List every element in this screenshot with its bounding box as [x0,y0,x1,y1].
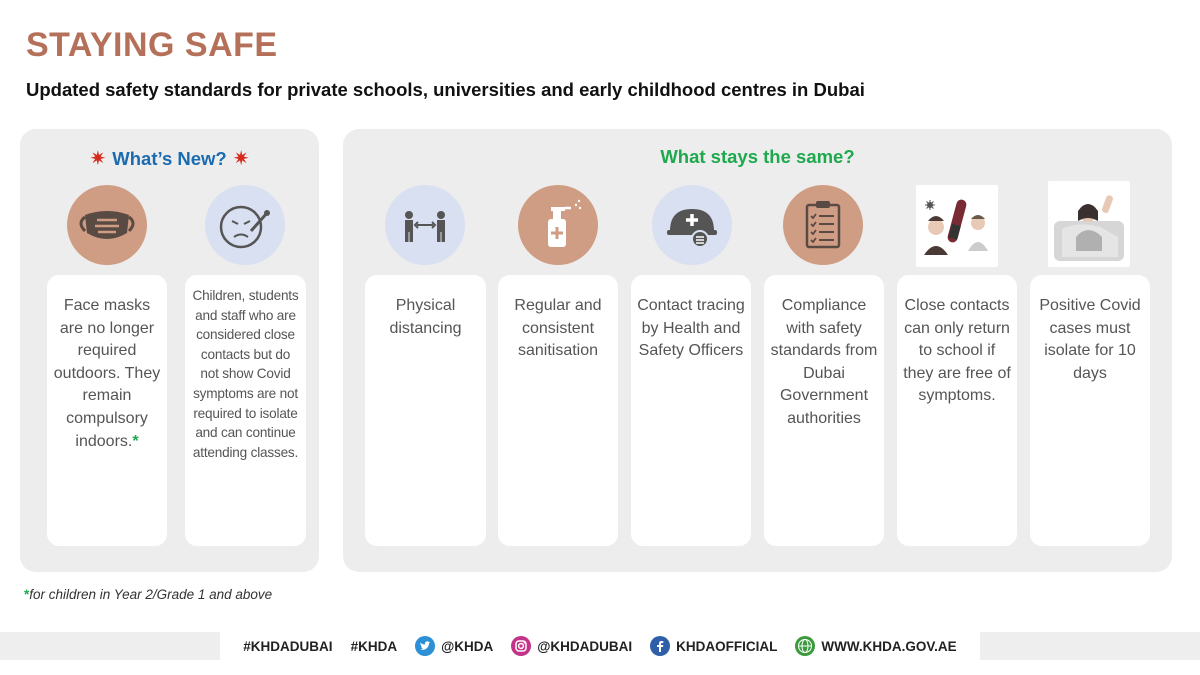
whats-new-card-text: Children, students and staff who are considered close contacts but do not show Covid symptoms are not required to isolate and can continue attending classes. [192,288,299,460]
stays-same-card-compliance [764,275,884,546]
whats-new-heading-text: What’s New? [112,148,227,169]
stays-same-card-sanitisation [498,275,618,546]
stays-same-card-text: Physical distancing [389,297,462,337]
footnote-marker: * [132,432,139,450]
stays-same-card-contact-tracing [631,275,751,546]
stays-same-card-distancing [365,275,486,546]
instagram-link[interactable] [511,636,632,656]
stays-same-card-text: Positive Covid cases must isolate for 10 days [1039,297,1141,382]
hashtag-khda[interactable]: #KHDA [350,638,398,654]
social-footer [220,632,980,660]
physical-distancing-icon [385,185,465,265]
instagram-icon [511,636,531,656]
covid-test-illustration [916,185,998,267]
whats-new-heading [20,146,319,171]
hashtag-khdadubai[interactable]: #KHDADUBAI [243,638,333,654]
footnote [24,587,272,602]
stays-same-card-text: Contact tracing by Health and Safety Officers [637,297,745,360]
footnote-marker: * [24,587,30,602]
face-mask-icon [67,185,147,265]
twitter-link[interactable] [415,636,493,656]
stays-same-heading: What stays the same? [660,146,855,167]
red-star-icon: ✷ [89,148,107,170]
stays-same-card-text: Compliance with safety standards from Dubai Government authorities [770,297,878,427]
globe-icon [795,636,815,656]
red-star-icon: ✷ [232,148,250,170]
twitter-icon [415,636,435,656]
clipboard-checklist-icon [783,185,863,265]
page-title: STAYING SAFE [26,26,278,64]
whats-new-card-text: Face masks are no longer required outdoors. They remain compulsory indoors. [53,297,161,450]
website-link[interactable] [795,636,956,656]
footnote-text: for children in Year 2/Grade 1 and above [29,587,273,602]
whats-new-card-masks [47,275,167,546]
facebook-handle: KHDAOFFICIAL [676,638,778,654]
sanitiser-bottle-icon [518,185,598,265]
stays-same-card-isolation [1030,275,1150,546]
health-officer-icon [652,185,732,265]
page-subtitle: Updated safety standards for private schools, universities and early childhood centres in Dubai [26,79,865,100]
stays-same-card-text: Regular and consistent sanitisation [514,297,602,360]
instagram-handle: @KHDADUBAI [537,638,633,654]
isolating-patient-illustration [1048,181,1130,267]
unwell-face-icon [205,185,285,265]
whats-new-card-close-contacts [185,275,306,546]
stays-same-card-close-contacts [897,275,1017,546]
facebook-icon [650,636,670,656]
twitter-handle: @KHDA [441,638,494,654]
stays-same-card-text: Close contacts can only return to school if they are free of symptoms. [903,297,1011,405]
facebook-link[interactable] [650,636,777,656]
website-url: WWW.KHDA.GOV.AE [821,638,957,654]
